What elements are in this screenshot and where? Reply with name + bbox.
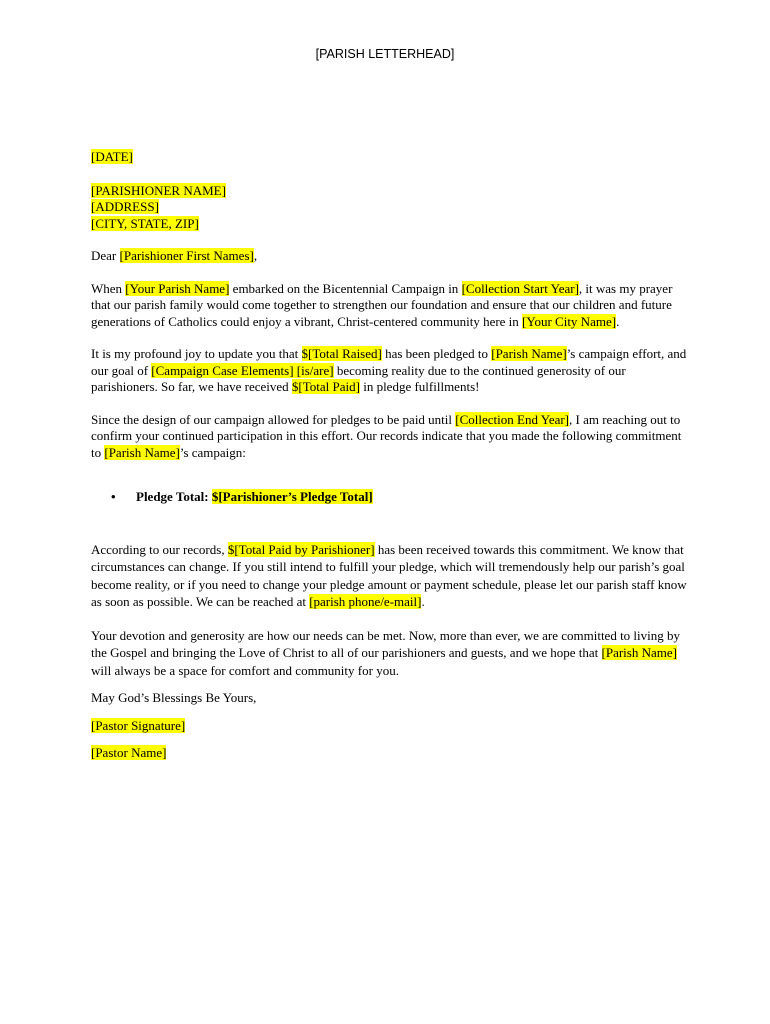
recipient-address: [91, 183, 691, 233]
recipient-city: [CITY, STATE, ZIP]: [91, 215, 199, 231]
total-raised-placeholder: $[Total Raised]: [301, 346, 382, 361]
letterhead: [PARISH LETTERHEAD]: [315, 47, 455, 61]
pledge-total-placeholder: $[Parishioner’s Pledge Total]: [211, 489, 373, 504]
parish-name-placeholder: [Parish Name]: [491, 346, 567, 361]
date-line: [91, 149, 691, 166]
pastor-name-placeholder: [Pastor Name]: [91, 745, 167, 760]
pastor-name-line: [91, 745, 691, 762]
letter-body: [91, 149, 691, 762]
recipient-name: [PARISHIONER NAME]: [91, 182, 226, 198]
recipient-street: [ADDRESS]: [91, 199, 159, 214]
end-year-placeholder: [Collection End Year]: [455, 411, 570, 427]
parish-name-placeholder: [Your Parish Name]: [125, 280, 230, 296]
case-elements-placeholder: [Campaign Case Elements] [is/are]: [151, 362, 334, 378]
first-names-placeholder: [Parishioner First Names]: [119, 248, 254, 263]
parish-name-placeholder: [Parish Name]: [104, 444, 180, 460]
city-placeholder: [Your City Name]: [522, 313, 617, 329]
pledge-total-item: [111, 489, 691, 506]
paragraph-intro: When [Your Parish Name] embarked on the Bicentennial Campaign in [Collection Start Year], it was my prayer that our parish family would come together to strengthen our foundation and ensure that our children and future generations of Catholics could enjoy a vibrant, Christ-centered community here in [Your City Name].: [91, 280, 673, 329]
salutation: Dear [Parishioner First Names],: [91, 248, 258, 263]
bullet-icon: •: [111, 489, 116, 504]
start-year-placeholder: [Collection Start Year]: [461, 280, 579, 296]
parish-name-placeholder: [Parish Name]: [601, 645, 677, 660]
signature-line: [91, 718, 691, 735]
paragraph-commitment: Since the design of our campaign allowed for pledges to be paid until [Collection End Year], I am reaching out to confirm your continued participation in this effort. Our records indicate that you made the following commitment to [Parish Name]’s campaign:: [91, 411, 682, 460]
date-placeholder: [DATE]: [91, 149, 133, 164]
pastor-signature-placeholder: [Pastor Signature]: [91, 717, 186, 733]
paid-by-parishioner-placeholder: $[Total Paid by Parishioner]: [227, 541, 375, 557]
pledge-total-label: Pledge Total:: [136, 489, 212, 504]
paragraph-progress: It is my profound joy to update you that $[Total Raised] has been pledged to [Parish Name]’s campaign effort, and our goal of [Campaign Case Elements] [is/are] becoming reality due to the continued generosity of our parishioners. So far, we have received $[Total Paid] in pledge fulfillments!: [91, 346, 687, 394]
total-paid-placeholder: $[Total Paid]: [291, 379, 360, 394]
paragraph-devotion: Your devotion and generosity are how our needs can be met. Now, more than ever, we are committed to living by the Gospel and bringing the Love of Christ to all of our parishioners and guests, and we hope that [Parish Name] will always be a space for comfort and community for you.: [91, 627, 681, 678]
closing: May God’s Blessings Be Yours,: [91, 690, 257, 705]
paragraph-records: According to our records, $[Total Paid by Parishioner] has been received towards this commitment. We know that circumstances can change. If you still intend to fulfill your pledge, which will tremendously help our parish’s goal become reality, or if you need to change your pledge amount or payment schedule, please let our parish staff know as soon as possible. We can be reached at [parish phone/e-mail].: [91, 541, 687, 609]
contact-placeholder: [parish phone/e-mail]: [309, 594, 422, 609]
